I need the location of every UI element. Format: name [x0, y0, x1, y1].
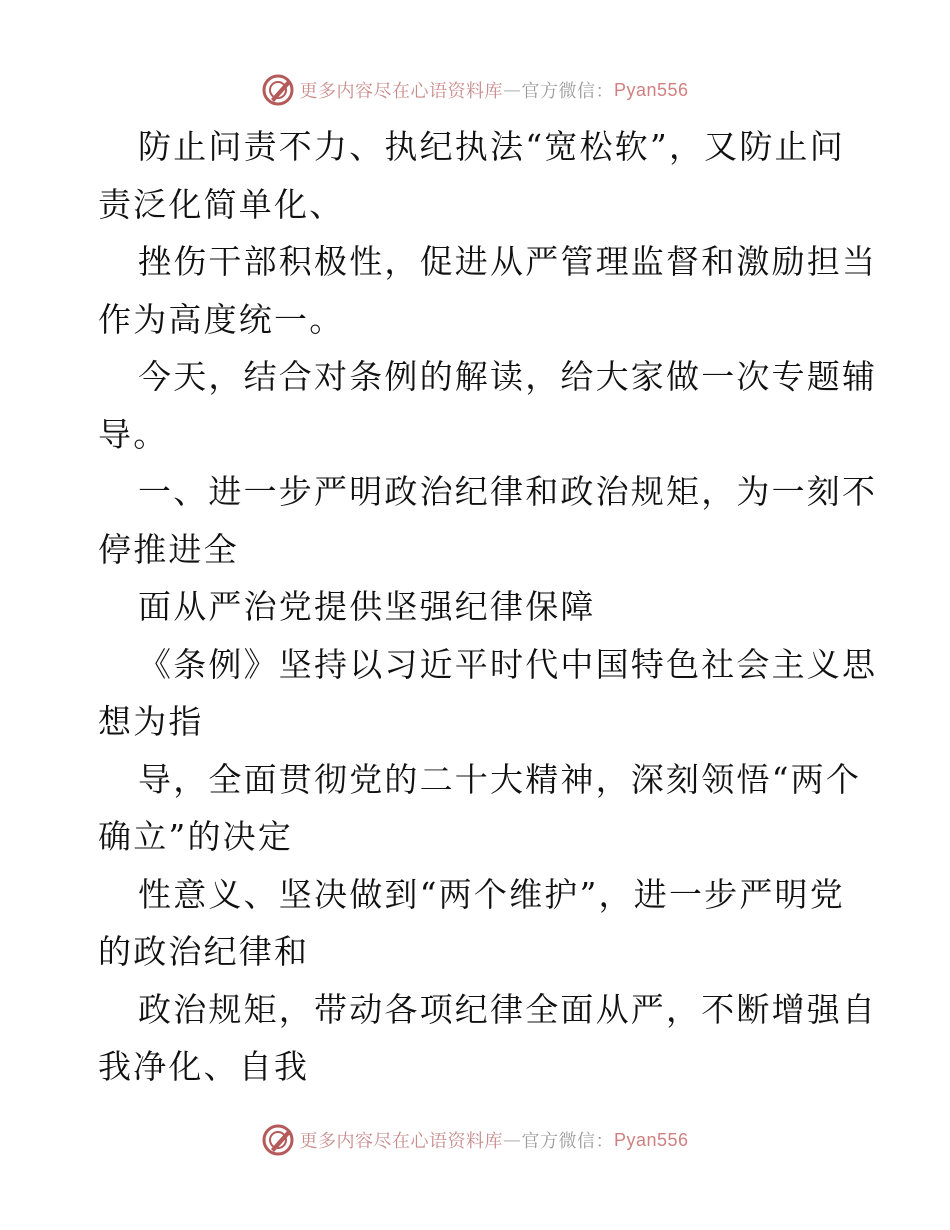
- section-heading-line: 一、进一步严明政治纪律和政治规矩，为一刻不: [138, 472, 878, 511]
- logo-icon: [261, 1123, 295, 1157]
- watermark-separator: —: [502, 79, 522, 101]
- watermark-contact-id: Pyan556: [613, 79, 689, 100]
- body-line: 的政治纪律和: [98, 932, 310, 971]
- watermark-contact-label: 官方微信：: [521, 81, 614, 102]
- footer-watermark: [0, 1120, 950, 1160]
- body-line: 今天，结合对条例的解读，给大家做一次专题辅: [138, 357, 878, 396]
- header-watermark: [0, 70, 950, 110]
- watermark-contact-label: 官方微信：: [521, 1131, 614, 1152]
- document-body: [98, 118, 878, 1096]
- watermark-separator: —: [502, 1129, 522, 1151]
- body-line: 确立”的决定: [98, 817, 294, 856]
- logo-icon: [261, 73, 295, 107]
- body-line: 我净化、自我: [98, 1047, 310, 1086]
- body-line: 防止问责不力、执纪执法“宽松软”，又防止问: [138, 127, 845, 166]
- body-line: 政治规矩，带动各项纪律全面从严，不断增强自: [138, 989, 878, 1029]
- watermark-contact-id: Pyan556: [613, 1129, 689, 1150]
- body-line: 性意义、坚决做到“两个维护”，进一步严明党: [138, 874, 845, 914]
- body-line: 想为指: [98, 702, 204, 741]
- section-heading-line: 停推进全: [98, 529, 239, 569]
- body-line: 作为高度统一。: [98, 299, 345, 339]
- body-line: 挫伤干部积极性，促进从严管理监督和激励担当: [138, 242, 878, 281]
- body-line: 导。: [98, 414, 169, 454]
- body-line: 责泛化简单化、: [98, 184, 345, 224]
- watermark-text: 更多内容尽在心语资料库: [299, 1131, 503, 1152]
- watermark-text: 更多内容尽在心语资料库: [299, 81, 503, 102]
- body-line: 导，全面贯彻党的二十大精神，深刻领悟“两个: [138, 759, 862, 799]
- section-heading-line: 面从严治党提供坚强纪律保障: [138, 587, 596, 626]
- body-line: 《条例》坚持以习近平时代中国特色社会主义思: [138, 644, 878, 684]
